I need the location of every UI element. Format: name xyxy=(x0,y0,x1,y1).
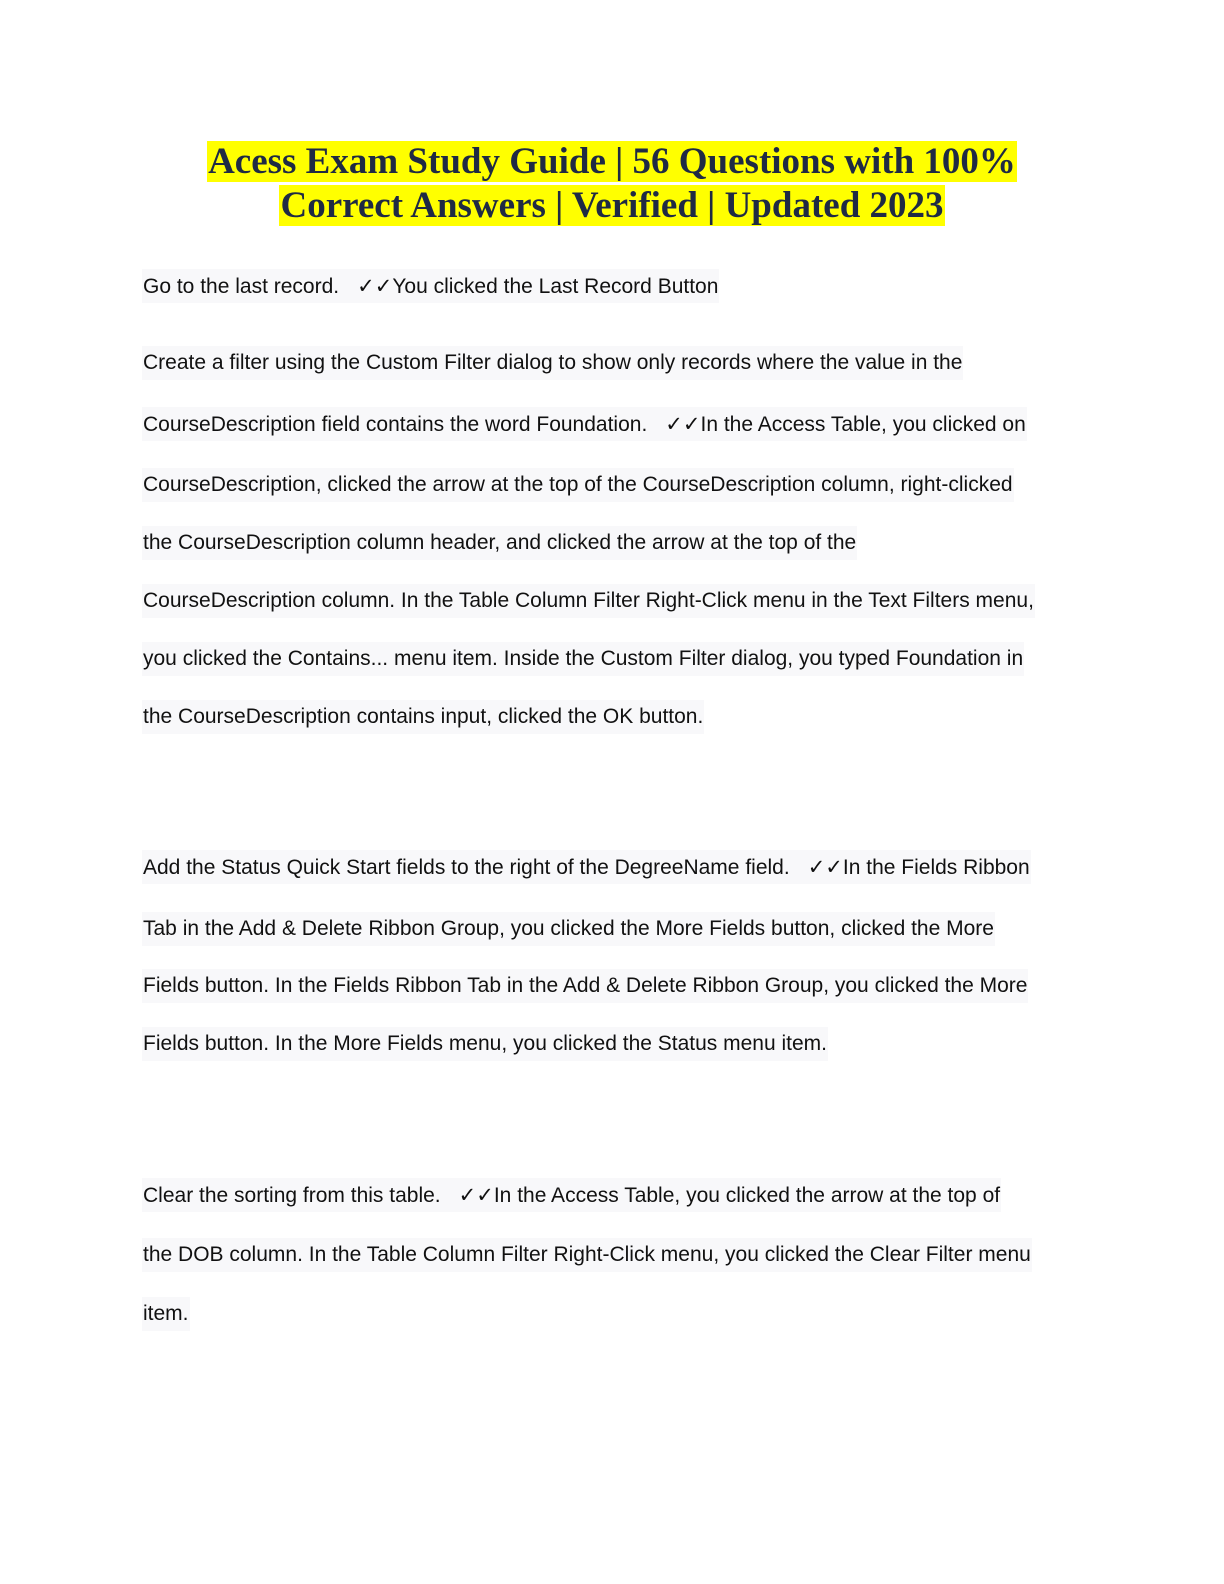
qa-line xyxy=(142,468,1014,502)
qa-line xyxy=(142,1178,1001,1212)
qa-line xyxy=(142,407,1027,441)
qa-line xyxy=(142,1027,828,1061)
answer-text: In the Access Table, you clicked the arrow at the top of xyxy=(493,1184,1001,1207)
question-text: CourseDescription field contains the word Foundation. xyxy=(143,413,648,436)
answer-text: the DOB column. In the Table Column Filter Right-Click menu, you clicked the Clear Filter menu xyxy=(142,1238,1032,1272)
qa-line xyxy=(142,912,995,946)
qa-line xyxy=(142,526,857,560)
qa-line xyxy=(142,700,704,734)
title-line-2: Correct Answers | Verified | Updated 2023 xyxy=(280,185,944,226)
qa-line xyxy=(142,269,1082,303)
answer-text: In the Access Table, you clicked on xyxy=(700,413,1026,436)
qa-entry-1 xyxy=(142,269,1082,303)
answer-text: the CourseDescription contains input, clicked the OK button. xyxy=(142,700,704,734)
answer-text: Fields button. In the More Fields menu, you clicked the Status menu item. xyxy=(142,1027,828,1061)
answer-text: CourseDescription, clicked the arrow at the top of the CourseDescription column, right-clicked xyxy=(142,468,1014,502)
answer-text: CourseDescription column. In the Table Column Filter Right-Click menu in the Text Filters menu, xyxy=(142,584,1035,618)
answer-text: item. xyxy=(142,1297,190,1331)
answer-text: Tab in the Add & Delete Ribbon Group, you clicked the More Fields button, clicked the More xyxy=(142,912,995,946)
qa-line xyxy=(142,850,1031,884)
qa-line xyxy=(142,346,963,380)
answer-text: the CourseDescription column header, and clicked the arrow at the top of the xyxy=(142,526,857,560)
qa-line xyxy=(142,1238,1032,1272)
document-title xyxy=(0,140,1224,228)
question-text: Go to the last record. xyxy=(143,275,340,298)
double-check-icon: ✓✓ xyxy=(357,274,393,298)
answer-text: you clicked the Contains... menu item. Inside the Custom Filter dialog, you typed Foundation in xyxy=(142,642,1024,676)
title-line-1: Acess Exam Study Guide | 56 Questions with 100% xyxy=(208,141,1016,182)
answer-text: Fields button. In the Fields Ribbon Tab in the Add & Delete Ribbon Group, you clicked the More xyxy=(142,969,1028,1003)
answer-text: You clicked the Last Record Button xyxy=(392,275,719,298)
qa-line xyxy=(142,969,1028,1003)
question-text: Add the Status Quick Start fields to the right of the DegreeName field. xyxy=(143,856,790,879)
answer-text: In the Fields Ribbon xyxy=(842,856,1030,879)
question-text: Clear the sorting from this table. xyxy=(143,1184,441,1207)
question-text: Create a filter using the Custom Filter dialog to show only records where the value in the xyxy=(142,346,963,380)
qa-line xyxy=(142,584,1035,618)
double-check-icon: ✓✓ xyxy=(458,1183,494,1207)
qa-line xyxy=(142,1297,190,1331)
double-check-icon: ✓✓ xyxy=(807,855,843,879)
double-check-icon: ✓✓ xyxy=(665,412,701,436)
qa-line xyxy=(142,642,1024,676)
